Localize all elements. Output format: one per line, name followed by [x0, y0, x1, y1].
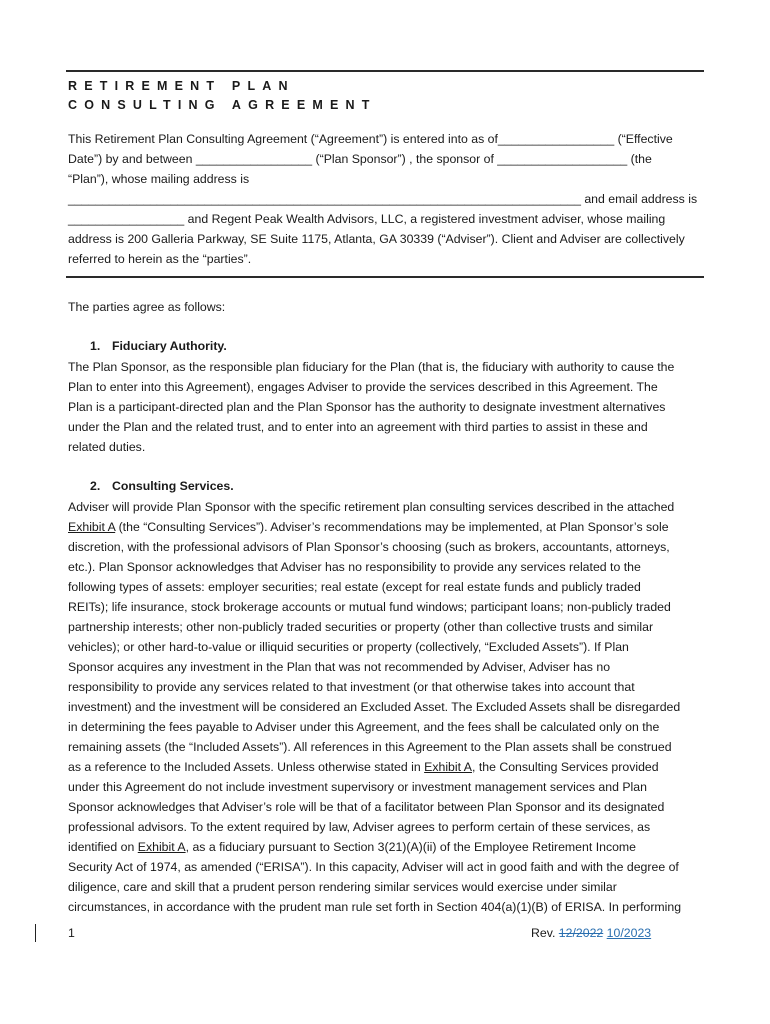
- body-line: circumstances, in accordance with the prudent man rule set forth in Section 404(a)(1)(B) of ERISA. In performing: [68, 900, 682, 914]
- body-line: Security Act of 1974, as amended (“ERISA”). In this capacity, Adviser will act in good faith and with the degree of: [68, 860, 679, 874]
- preamble-line: “Plan”), whose mailing address is: [68, 172, 250, 186]
- document-title-line2: CONSULTING AGREEMENT: [68, 98, 377, 112]
- preamble-line: referred to herein as the “parties”.: [68, 252, 252, 266]
- body-line: [68, 757, 708, 777]
- section-2-body: [68, 497, 708, 917]
- top-rule: [66, 70, 704, 72]
- page-number: 1: [68, 926, 75, 940]
- body-text: identified on: [68, 840, 138, 854]
- body-line: The Plan Sponsor, as the responsible plan fiduciary for the Plan (that is, the fiduciary with authority to cause the: [68, 360, 675, 374]
- preamble: [68, 129, 708, 269]
- preamble-line: ___________________________________________________________________________ and email address is: [68, 192, 698, 206]
- body-text: (the “Consulting Services”). Adviser’s recommendations may be implemented, at Plan Sponsor’s sole: [115, 520, 669, 534]
- preamble-line: _________________ and Regent Peak Wealth Advisors, LLC, a registered investment adviser, whose mailing: [68, 212, 666, 226]
- section-number: 1.: [90, 339, 101, 353]
- body-line: [68, 517, 708, 537]
- body-line: Adviser will provide Plan Sponsor with the specific retirement plan consulting services described in the attached: [68, 500, 675, 514]
- body-text: as a reference to the Included Assets. Unless otherwise stated in: [68, 760, 425, 774]
- body-text: , the Consulting Services provided: [471, 760, 659, 774]
- body-line: under the Plan and the related trust, and to enter into an agreement with third parties to assist in these and: [68, 420, 648, 434]
- body-line: partnership interests; other non-publicly traded securities or property (other than collective trusts and similar: [68, 620, 654, 634]
- body-line: professional advisors. To the extent required by law, Adviser agrees to perform certain of these services, as: [68, 820, 651, 834]
- section-number: 2.: [90, 479, 101, 493]
- intro-text: [68, 297, 708, 317]
- revision-old-deleted: 12/2022: [558, 926, 604, 940]
- section-title: Fiduciary Authority.: [112, 339, 227, 353]
- revision-new-inserted: 10/2023: [606, 926, 652, 940]
- body-line: Sponsor acknowledges that Adviser’s role will be that of a facilitator between Plan Sponsor and its designated: [68, 800, 665, 814]
- document-title-line1: RETIREMENT PLAN: [68, 79, 295, 93]
- body-line: Plan is a participant-directed plan and the Plan Sponsor has the authority to designate investment alternatives: [68, 400, 666, 414]
- section-1-heading: [90, 339, 227, 353]
- body-line: discretion, with the professional advisors of Plan Sponsor’s choosing (such as brokers, accountants, attorneys,: [68, 540, 670, 554]
- text-cursor-bar: [35, 924, 36, 942]
- revision-label: [531, 926, 651, 940]
- body-line: following types of assets: employer securities; real estate (except for real estate funds and publicly traded: [68, 580, 641, 594]
- body-line: [68, 837, 708, 857]
- body-line: remaining assets (the “Included Assets”). All references in this Agreement to the Plan assets shall be construed: [68, 740, 672, 754]
- preamble-line: address is 200 Galleria Parkway, SE Suite 1175, Atlanta, GA 30339 (“Adviser”). Client and Adviser are collectively: [68, 232, 685, 246]
- body-line: in determining the fees payable to Adviser under this Agreement, and the fees shall be calculated only on the: [68, 720, 660, 734]
- body-line: Sponsor acquires any investment in the Plan that was not recommended by Adviser, Adviser has no: [68, 660, 611, 674]
- body-line: responsibility to provide any services related to that investment (or that otherwise takes into account that: [68, 680, 635, 694]
- preamble-line: This Retirement Plan Consulting Agreement (“Agreement”) is entered into as of_________________ (“Effective: [68, 132, 673, 146]
- body-line: under this Agreement do not include investment supervisory or investment management services and Plan: [68, 780, 647, 794]
- revision-prefix: Rev.: [531, 926, 559, 940]
- intro-line: The parties agree as follows:: [68, 300, 226, 314]
- exhibit-a-link[interactable]: Exhibit A: [68, 520, 116, 534]
- section-2-heading: [90, 479, 234, 493]
- exhibit-a-link[interactable]: Exhibit A: [424, 760, 472, 774]
- middle-rule: [66, 276, 704, 278]
- section-title: Consulting Services.: [112, 479, 234, 493]
- body-line: etc.). Plan Sponsor acknowledges that Adviser has no responsibility to provide any services related to the: [68, 560, 641, 574]
- section-1-body: [68, 357, 708, 457]
- preamble-line: Date”) by and between _________________ (“Plan Sponsor”) , the sponsor of ___________________ (the: [68, 152, 652, 166]
- body-line: vehicles); or other hard-to-value or illiquid securities or property (collectively, “Excluded Assets”). If Plan: [68, 640, 629, 654]
- body-line: investment) and the investment will be considered an Excluded Asset. The Excluded Assets shall be disregarded: [68, 700, 681, 714]
- body-line: related duties.: [68, 440, 146, 454]
- exhibit-a-link[interactable]: Exhibit A: [137, 840, 186, 854]
- body-text: , as a fiduciary pursuant to Section 3(21)(A)(ii) of the Employee Retirement Income: [185, 840, 637, 854]
- body-line: REITs); life insurance, stock brokerage accounts or mutual fund windows; participant loans; non-publicly traded: [68, 600, 671, 614]
- body-line: diligence, care and skill that a prudent person rendering similar services would exercise under similar: [68, 880, 617, 894]
- body-line: Plan to enter into this Agreement), engages Adviser to provide the services described in this Agreement. The: [68, 380, 658, 394]
